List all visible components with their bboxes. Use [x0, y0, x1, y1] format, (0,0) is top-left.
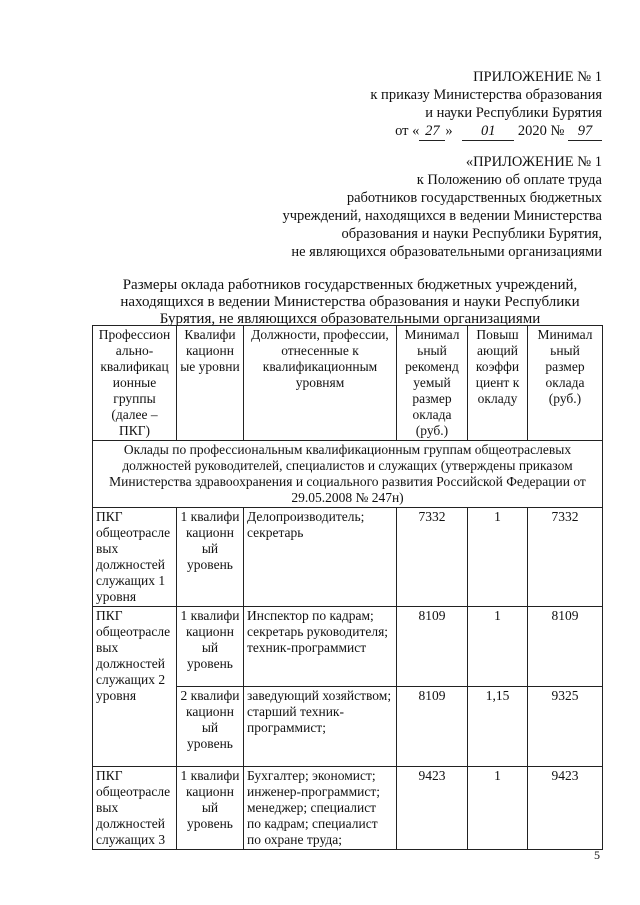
recommended-salary-cell: 9423	[397, 767, 468, 850]
recommended-salary-cell: 8109	[397, 607, 468, 687]
min-salary-cell: 8109	[528, 607, 603, 687]
table-header-row	[93, 326, 603, 441]
section-row	[93, 441, 603, 508]
header-line: ПРИЛОЖЕНИЕ № 1	[473, 69, 602, 85]
group-cell: ПКГ общеотрасле вых должностей служащих 1 уровня	[93, 508, 177, 607]
coefficient-cell: 1	[468, 607, 528, 687]
coefficient-cell: 1,15	[468, 687, 528, 767]
coefficient-cell: 1	[468, 508, 528, 607]
header-line: образования и науки Республики Бурятия,	[341, 226, 602, 242]
table-row	[93, 508, 603, 607]
column-header: Повыш ающий коэффи циент к окладу	[468, 326, 528, 441]
header-line: к Положению об оплате труда	[416, 172, 602, 188]
order-day: 27	[419, 122, 445, 141]
level-cell: 1 квалифи кационн ый уровень	[177, 767, 244, 850]
min-salary-cell: 9423	[528, 767, 603, 850]
section-heading: Оклады по профессиональным квалификационным группам общеотраслевых должностей руководителей, специалистов и служащих (утверждены приказом Министерства здравоохранения и социального развития Российской Федерации от 29.05.2008 № 247н)	[93, 441, 603, 508]
min-salary-cell: 9325	[528, 687, 603, 767]
salary-table	[92, 325, 603, 850]
header-line: и науки Республики Бурятия	[425, 105, 602, 121]
order-year: 2020	[517, 123, 547, 139]
column-header: Профессион ально-квалификац ионные группы (далее – ПКГ)	[93, 326, 177, 441]
positions-cell: Делопроизводитель; секретарь	[244, 508, 397, 607]
header-line: учреждений, находящихся в ведении Министерства	[282, 208, 602, 224]
level-cell: 2 квалифи кационн ый уровень	[177, 687, 244, 767]
table-title: Размеры оклада работников государственных бюджетных учреждений, находящихся в ведении Министерства образования и науки Республики Бурятия, не являющихся образовательными организациями	[120, 277, 580, 327]
table-row	[93, 767, 603, 850]
recommended-salary-cell: 7332	[397, 508, 468, 607]
header-line: «ПРИЛОЖЕНИЕ № 1	[465, 154, 602, 170]
positions-cell: Инспектор по кадрам; секретарь руководителя; техник-программист	[244, 607, 397, 687]
appendix-header	[370, 68, 602, 141]
min-salary-cell: 7332	[528, 508, 603, 607]
column-header: Минимал ьный рекоменд уемый размер оклада (руб.)	[397, 326, 468, 441]
positions-cell: заведующий хозяйством; старший техник-программист;	[244, 687, 397, 767]
header-line: к приказу Министерства образования	[370, 87, 602, 103]
page-number: 5	[594, 848, 600, 862]
recommended-salary-cell: 8109	[397, 687, 468, 767]
column-header: Должности, профессии, отнесенные к квалификационным уровням	[244, 326, 397, 441]
group-cell: ПКГ общеотрасле вых должностей служащих 2 уровня	[93, 607, 177, 767]
coefficient-cell: 1	[468, 767, 528, 850]
column-header: Минимал ьный размер оклада (руб.)	[528, 326, 603, 441]
order-number: 97	[568, 122, 602, 141]
level-cell: 1 квалифи кационн ый уровень	[177, 508, 244, 607]
header-line: работников государственных бюджетных	[346, 190, 602, 206]
column-header: Квалифи кационн ые уровни	[177, 326, 244, 441]
group-cell: ПКГ общеотрасле вых должностей служащих 3	[93, 767, 177, 850]
table-row	[93, 607, 603, 687]
level-cell: 1 квалифи кационн ый уровень	[177, 607, 244, 687]
order-month: 01	[462, 122, 514, 141]
order-date-line: от « 27 » 01 2020 № 97	[370, 122, 602, 141]
positions-cell: Бухгалтер; экономист; инженер-программист; менеджер; специалист по кадрам; специалист по охране труда;	[244, 767, 397, 850]
regulation-appendix-header	[282, 153, 602, 261]
header-line: не являющихся образовательными организациями	[291, 244, 602, 260]
